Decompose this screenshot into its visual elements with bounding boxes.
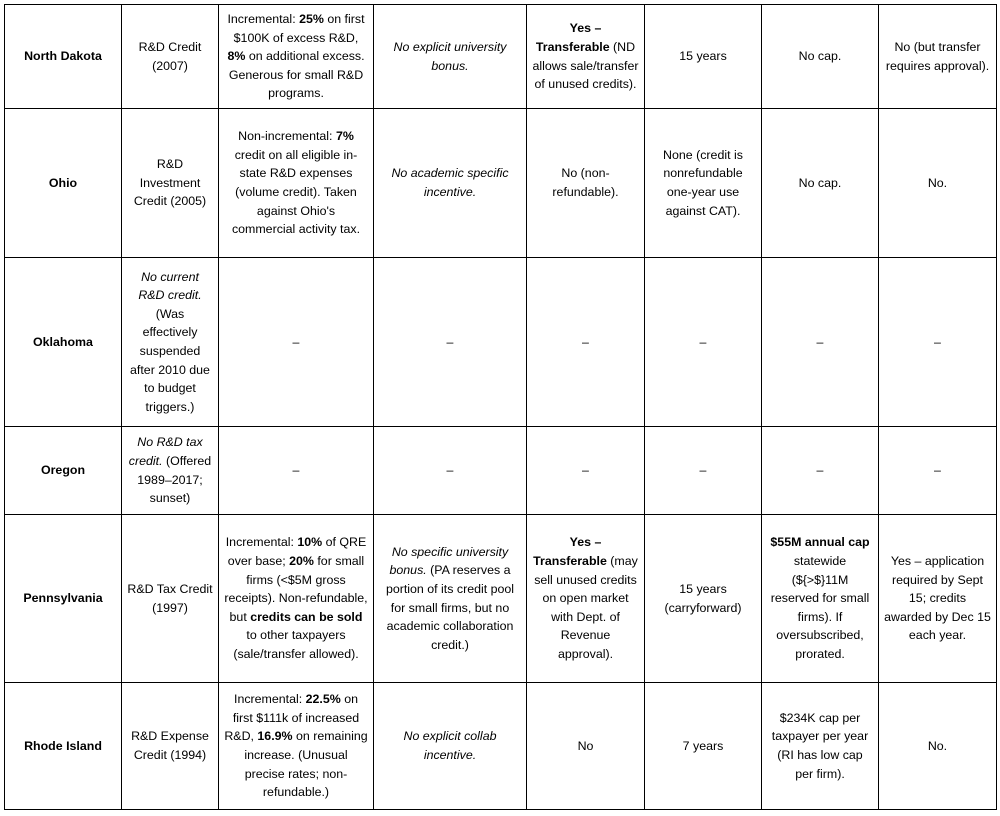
- cap-cell: [762, 427, 879, 515]
- text-run: No R&D tax credit.: [128, 435, 203, 468]
- credit-rate-cell: [219, 258, 374, 427]
- text-run: –: [292, 334, 300, 349]
- application-cell: [879, 427, 997, 515]
- carryforward-cell: [645, 683, 762, 810]
- text-run: –: [699, 334, 707, 349]
- cap-cell: [762, 258, 879, 427]
- text-run: 10%: [297, 535, 323, 550]
- university-incentive-cell: [374, 515, 527, 683]
- text-run: 16.9%: [257, 729, 293, 744]
- text-run: 15 years (carryforward): [664, 581, 742, 615]
- refundable-cell: [527, 683, 645, 810]
- text-run: on first $100K of excess R&D,: [233, 12, 365, 45]
- text-run: of QRE over base;: [227, 535, 367, 569]
- state-cell: Pennsylvania: [5, 515, 122, 683]
- credit-name-cell: R&D Credit (2007): [122, 5, 219, 109]
- refundable-cell: [527, 5, 645, 109]
- refundable-cell: [527, 515, 645, 683]
- credit-rate-cell: [219, 515, 374, 683]
- state-cell: Ohio: [5, 109, 122, 258]
- credit-rate-cell: [219, 109, 374, 258]
- text-run: for small firms (<$5M gross receipts). Non-refundable, but: [224, 554, 368, 624]
- refundable-cell: [527, 258, 645, 427]
- credit-name-cell: R&D Expense Credit (1994): [122, 683, 219, 810]
- text-run: –: [934, 334, 941, 349]
- text-run: No (non-refundable).: [552, 166, 619, 199]
- text-run: None (credit is nonrefundable one-year use against CAT).: [663, 147, 743, 218]
- text-run: (ND allows sale/transfer of unused credits).: [532, 39, 639, 92]
- cap-cell: [762, 5, 879, 109]
- table-row: [5, 427, 997, 515]
- text-run: 15 years: [679, 49, 727, 64]
- university-incentive-cell: [374, 683, 527, 810]
- text-run: –: [582, 463, 589, 478]
- university-incentive-cell: [374, 5, 527, 109]
- application-cell: [879, 5, 997, 109]
- text-run: Yes – Transferable: [533, 535, 607, 569]
- credit-rate-cell: [219, 5, 374, 109]
- text-run: Incremental:: [225, 535, 298, 550]
- text-run: Yes – Transferable: [535, 21, 610, 54]
- table-row: [5, 109, 997, 258]
- text-run: 7%: [335, 129, 354, 144]
- text-run: –: [699, 463, 707, 478]
- text-run: No academic specific incentive.: [391, 166, 509, 199]
- text-run: 25%: [299, 12, 324, 27]
- text-run: $234K cap per taxpayer per year (RI has low cap per firm).: [771, 710, 869, 781]
- text-run: (Offered 1989–2017; sunset): [137, 453, 212, 506]
- credit-name-cell: [122, 427, 219, 515]
- carryforward-cell: [645, 5, 762, 109]
- text-run: No cap.: [798, 175, 842, 190]
- text-run: credit on all eligible in-state R&D expenses (volume credit). Taken against Ohio's commercial activity tax.: [231, 147, 361, 237]
- carryforward-cell: [645, 258, 762, 427]
- credit-rate-cell: [219, 427, 374, 515]
- refundable-cell: [527, 427, 645, 515]
- credit-name-cell: R&D Tax Credit (1997): [122, 515, 219, 683]
- cap-cell: [762, 515, 879, 683]
- text-run: (may sell unused credits on open market with Dept. of Revenue approval).: [534, 554, 638, 661]
- text-run: –: [934, 463, 941, 478]
- text-run: credits can be sold: [250, 609, 363, 624]
- text-run: –: [292, 463, 300, 478]
- carryforward-cell: [645, 109, 762, 258]
- text-run: on first $111k of increased R&D,: [224, 692, 360, 744]
- application-cell: [879, 258, 997, 427]
- text-run: No explicit collab incentive.: [403, 729, 497, 762]
- credit-name-cell: R&D Investment Credit (2005): [122, 109, 219, 258]
- text-run: –: [816, 463, 824, 478]
- refundable-cell: [527, 109, 645, 258]
- university-incentive-cell: [374, 258, 527, 427]
- text-run: Incremental:: [234, 692, 306, 707]
- text-run: $55M annual cap: [770, 535, 870, 550]
- text-run: No cap.: [798, 49, 842, 64]
- application-cell: [879, 515, 997, 683]
- table-row: [5, 515, 997, 683]
- application-cell: [879, 683, 997, 810]
- state-cell: North Dakota: [5, 5, 122, 109]
- carryforward-cell: [645, 427, 762, 515]
- text-run: No.: [927, 175, 948, 190]
- text-run: to other taxpayers (sale/transfer allowed).: [233, 628, 359, 661]
- text-run: (Was effectively suspended after 2010 due to budget triggers.): [130, 306, 210, 414]
- carryforward-cell: [645, 515, 762, 683]
- state-cell: Rhode Island: [5, 683, 122, 810]
- text-run: (PA reserves a portion of its credit pool for small firms, but no academic collaboration credit.): [385, 563, 515, 652]
- text-run: 22.5%: [305, 692, 341, 707]
- text-run: statewide (${>$}11M reserved for small firms). If oversubscribed, prorated.: [770, 554, 870, 661]
- table-row: [5, 5, 997, 109]
- text-run: 8%: [227, 49, 246, 64]
- cap-cell: [762, 109, 879, 258]
- text-run: Non-incremental:: [238, 129, 336, 144]
- text-run: 20%: [289, 554, 314, 569]
- text-run: No explicit university bonus.: [393, 39, 507, 73]
- text-run: on remaining increase. (Unusual precise rates; non-refundable.): [244, 729, 368, 800]
- text-run: No current R&D credit.: [138, 269, 202, 303]
- table-row: [5, 258, 997, 427]
- text-run: –: [446, 334, 454, 349]
- state-cell: Oklahoma: [5, 258, 122, 427]
- state-rd-credit-table: [4, 4, 997, 810]
- text-run: No specific university bonus.: [389, 544, 509, 578]
- credit-rate-cell: [219, 683, 374, 810]
- text-run: –: [446, 463, 454, 478]
- text-run: No: [577, 738, 594, 753]
- text-run: No (but transfer requires approval).: [885, 39, 990, 73]
- text-run: Yes – application required by Sept 15; credits awarded by Dec 15 each year.: [884, 554, 991, 643]
- text-run: –: [816, 334, 824, 349]
- table-row: [5, 683, 997, 810]
- application-cell: [879, 109, 997, 258]
- state-cell: Oregon: [5, 427, 122, 515]
- university-incentive-cell: [374, 109, 527, 258]
- credit-name-cell: [122, 258, 219, 427]
- text-run: 7 years: [682, 738, 724, 753]
- text-run: Incremental:: [227, 12, 300, 27]
- text-run: No.: [927, 738, 948, 753]
- cap-cell: [762, 683, 879, 810]
- text-run: –: [582, 334, 589, 349]
- text-run: on additional excess. Generous for small R&D programs.: [228, 49, 365, 101]
- university-incentive-cell: [374, 427, 527, 515]
